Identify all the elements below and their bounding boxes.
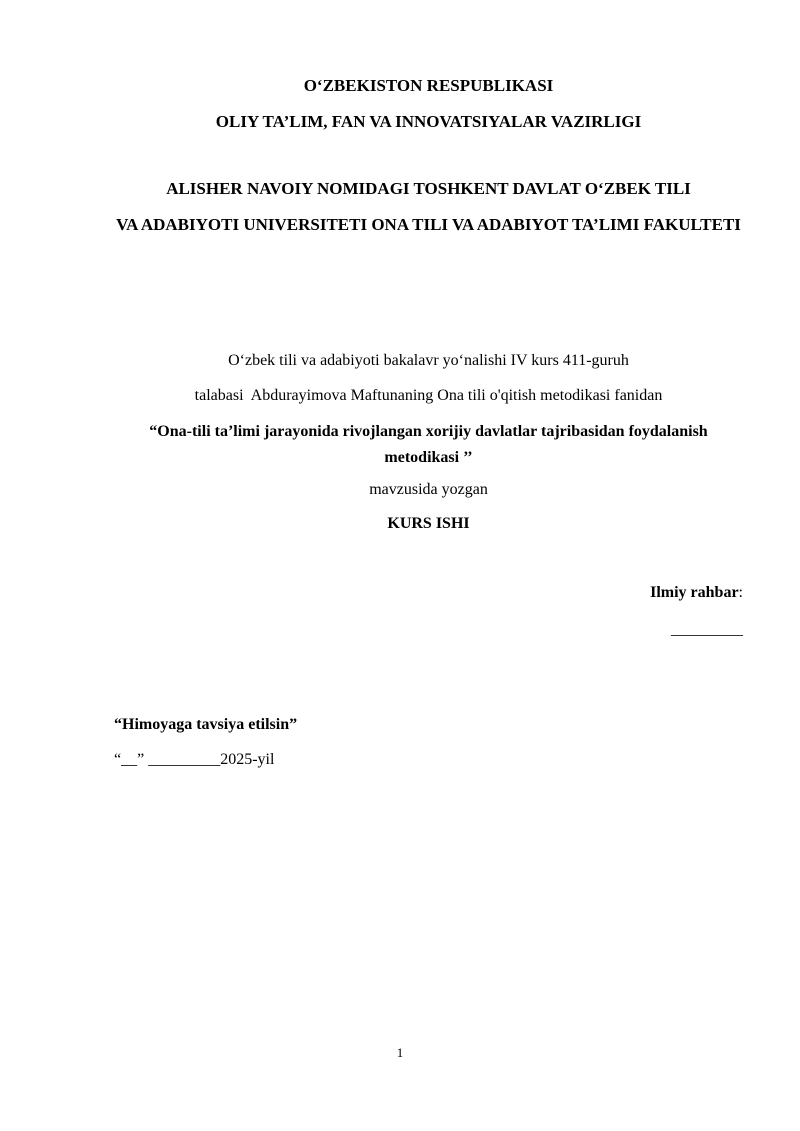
student-info-line2: talabasi Abdurayimova Maftunaning Ona tili o'qitish metodikasi fanidan: [194, 387, 663, 404]
work-type-title: KURS ISHI: [387, 515, 470, 532]
page-number: 1: [396, 1045, 404, 1060]
approval-date-line: “__” _________2025-yil: [114, 751, 275, 768]
written-on-text: mavzusida yozgan: [369, 481, 488, 498]
student-info-line1: O‘zbek tili va adabiyoti bakalavr yo‘nalishi IV kurs 411-guruh: [228, 352, 629, 369]
coursework-topic: “Ona-tili ta’limi jarayonida rivojlangan xorijiy davlatlar tajribasidan foydalanish metodikasi ’’: [149, 423, 708, 466]
ministry-heading: OLIY TA’LIM, FAN VA INNOVATSIYALAR VAZIRLIGI: [215, 112, 642, 131]
supervisor-colon: :: [738, 584, 743, 601]
supervisor-label: Ilmiy rahbar: [650, 584, 739, 601]
institution-heading-line1: ALISHER NAVOIY NOMIDAGI TOSHKENT DAVLAT O‘ZBEK TILI: [166, 179, 691, 198]
institution-heading-line2: VA ADABIYOTI UNIVERSITETI ONA TILI VA ADABIYOT TA’LIMI FAKULTETI: [116, 215, 741, 234]
supervisor-signature-line: _________: [671, 621, 743, 638]
country-heading: O‘ZBEKISTON RESPUBLIKASI: [303, 76, 554, 95]
supervisor-line: [114, 582, 743, 603]
recommendation-text: “Himoyaga tavsiya etilsin”: [114, 716, 298, 733]
